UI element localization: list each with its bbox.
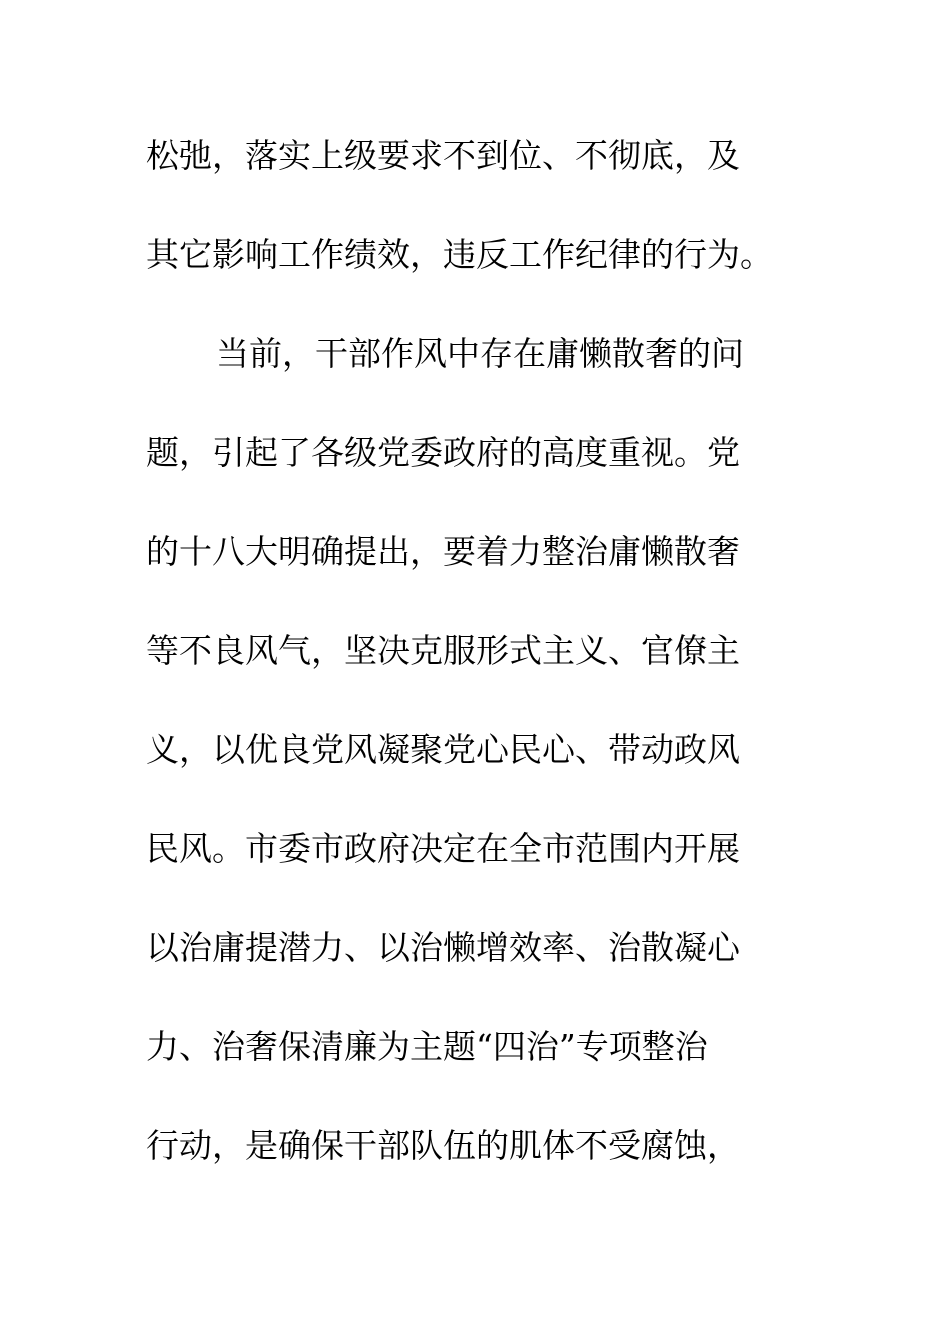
text-line: 以治庸提潜力、以治懒增效率、治散凝心	[146, 928, 740, 967]
body-text	[146, 123, 806, 1212]
text-line: 松弛，落实上级要求不到位、不彻底，及	[146, 136, 740, 175]
text-line: 题，引起了各级党委政府的高度重视。党	[146, 433, 740, 472]
text-line: 行动，是确保干部队伍的肌体不受腐蚀，	[146, 1126, 740, 1165]
text-line: 其它影响工作绩效，违反工作纪律的行为。	[146, 235, 773, 274]
text-line: 的十八大明确提出，要着力整治庸懒散奢	[146, 532, 740, 571]
text-line: 力、治奢保清廉为主题“四治”专项整治	[146, 1027, 708, 1066]
text-line: 民风。市委市政府决定在全市范围内开展	[146, 829, 740, 868]
text-line: 义，以优良党风凝聚党心民心、带动政风	[146, 730, 740, 769]
paragraph-first-line: 当前，干部作风中存在庸懒散奢的问	[216, 334, 744, 373]
text-line: 等不良风气，坚决克服形式主义、官僚主	[146, 631, 740, 670]
